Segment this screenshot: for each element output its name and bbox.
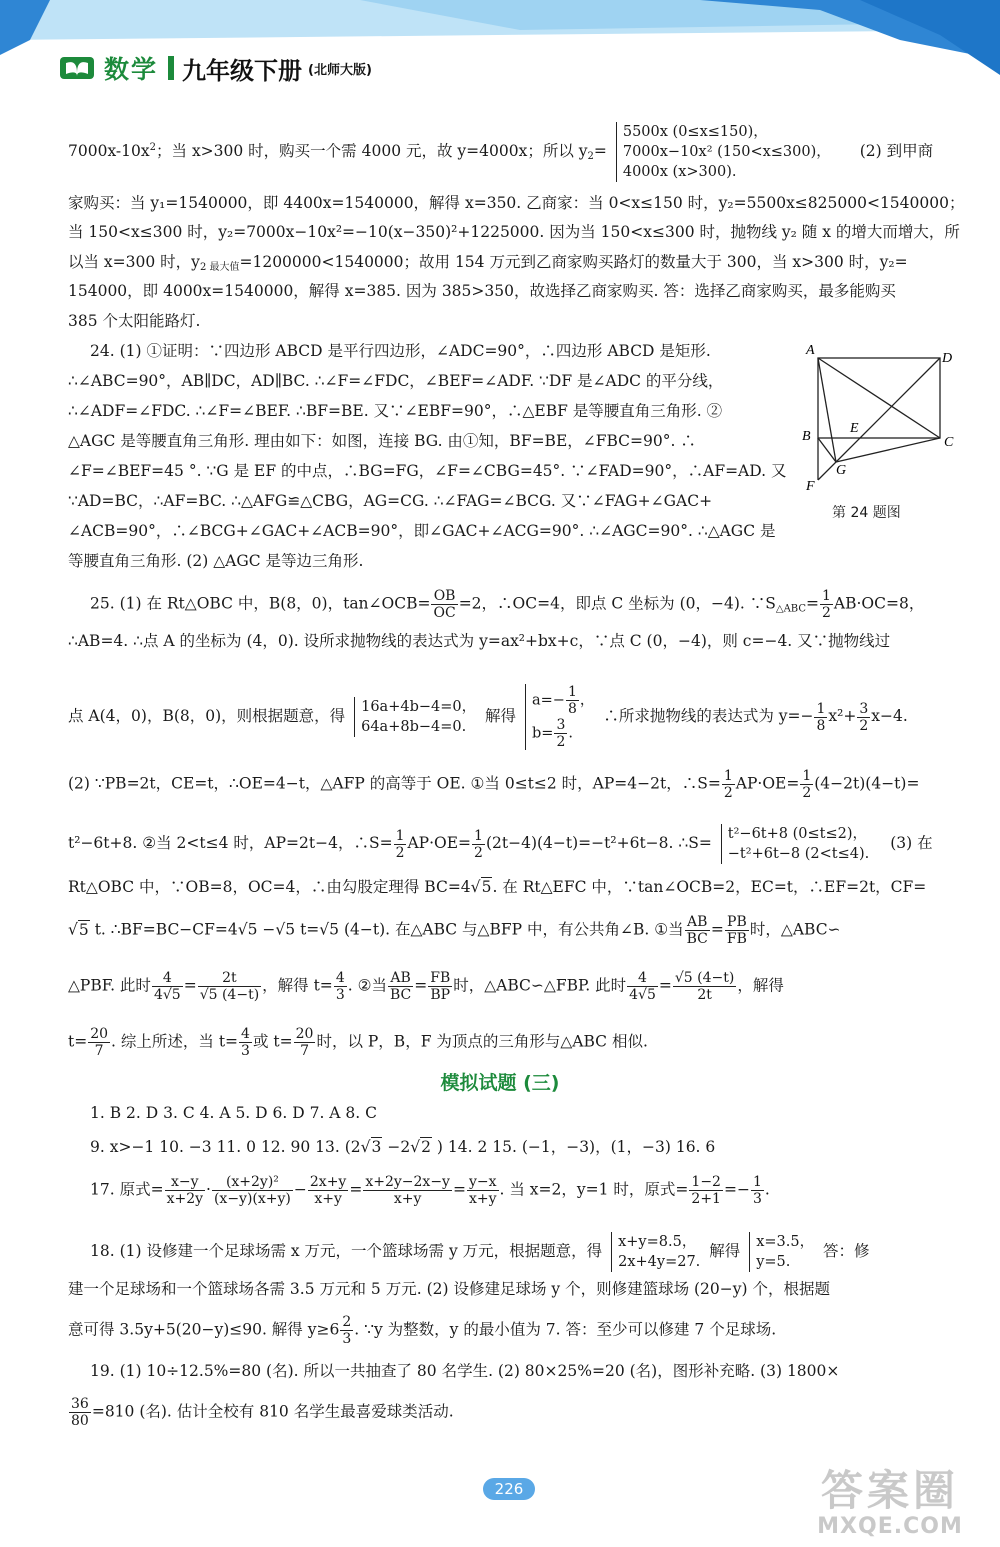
q25-line-7: √5 t. ∴BF=BC−CF=4√5 −√5 t=√5 (4−t). 在△ABC 与△BFP 中，有公共角∠B. ①当 $\frac{AB}{BC}$ = $\frac{PB}{FB}$ 时，△ABC∽ xyxy=(68,914,841,947)
q24-line-3: ∴∠ADF=∠FDC. ∴∠F=∠BEF. ∴BF=BE. 又∵∠EBF=90°，∴△EBF 是等腰直角三角形. ② xyxy=(68,402,723,420)
watermark xyxy=(790,1468,990,1539)
watermark-en: MXQE.COM xyxy=(817,1514,963,1539)
mock3-multiple-choice: 1. B 2. D 3. C 4. A 5. D 6. D 7. A 8. C xyxy=(90,1104,377,1122)
q23-line-6: 385 个太阳能路灯. xyxy=(68,312,201,330)
label-d: D xyxy=(942,351,953,366)
q25-line-2: ∴AB=4. ∴点 A 的坐标为 (4，0). 设所求抛物线的表达式为 y=ax²+bx+c，∵点 C (0，−4)，则 c=−4. 又∵抛物线过 xyxy=(68,632,891,650)
q24-line-6: ∵AD=BC，∴AF=BC. ∴△AFG≌△CBG，AG=CG. ∴∠FAG=∠BCG. 又∵∠FAG+∠GAC+ xyxy=(68,492,713,510)
mock3-q17: 17. 原式= $\frac{x-y}{x+2y}$ · $\frac{\text{(x+2y)²}}{(x-y)(x+y)}$ − $\frac{2x+y}{x+y}$ = $\frac{x+2y-2x-y}{x+y}$ = $\frac{y-x}{x+y}$ . 当 x=2，y=1 时，原式= $\frac{1-2}{2+1}$ =− $\frac{1}{3}$ . xyxy=(90,1174,770,1207)
q24-line-5: ∠F=∠BEF=45 °. ∵G 是 EF 的中点，∴BG=FG，∠F=∠CBG=45°. ∵∠FAD=90°，∴AF=AD. 又 xyxy=(68,462,787,480)
grade-title: 九年级下册 xyxy=(182,56,303,85)
subject-title: 数学 xyxy=(104,55,159,84)
mock3-q18-line-1: 18. (1) 设修建一个足球场需 x 万元，一个篮球场需 y 万元，根据题意，得 x+y=8.5， 2x+4y=27. 解得 x=3.5， y=5. 答：修 xyxy=(90,1234,870,1270)
mock-test-3-heading: 模拟试题 (三) xyxy=(440,1072,560,1094)
q25-line-3: 点 A(4，0)，B(8，0)，则根据题意，得 16a+4b−4=0， 64a+8b−4=0. 解得 a=− $\frac{1}{8}$ ， b= $\frac{3}{2}$ . ∴所求抛物线的表达式为 y=− $\frac{1}{8}$ x²+ $\frac{3}{2}$ x−4. xyxy=(68,684,908,750)
book-logo-icon xyxy=(60,57,94,79)
q23-line-4: 以当 x=300 时，$y_{2 最大值}=1200000<1540000$；故用 154 万元到乙商家购买路灯的数量大于 300，当 x>300 时，y₂= xyxy=(68,253,908,273)
header-divider xyxy=(168,56,174,80)
label-f: F xyxy=(806,479,815,494)
q23-line-5: 154000，即 4000x=1540000，解得 x=385. 因为 385>350，故选择乙商家购买. 答：选择乙商家购买，最多能购买 xyxy=(68,282,896,300)
q24-line-2: ∴∠ABC=90°，AB∥DC，AD∥BC. ∴∠F=∠FDC，∠BEF=∠ADF. ∵DF 是∠ADC 的平分线， xyxy=(68,372,724,390)
mock3-fill-blanks: 9. x>−1 10. −3 11. 0 12. 90 13. (2√3 −2√2 ) 14. 2 15. (−1，−3)，(1，−3) 16. 6 xyxy=(90,1138,716,1156)
q23-line-2: 家购买：当 y₁=1540000，即 4400x=1540000，解得 x=350. 乙商家：当 0<x≤150 时，y₂=5500x≤825000<1540000； xyxy=(68,194,965,212)
mock3-q19-line-2: $\frac{36}{80}$ =810 (名). 估计全校有 810 名学生最喜爱球类活动. xyxy=(71,1396,454,1429)
mock3-q18-line-2: 建一个足球场和一个篮球场各需 3.5 万元和 5 万元. (2) 设修建足球场 y 个，则修建篮球场 (20−y) 个，根据题 xyxy=(68,1280,830,1298)
q24-line-7: ∠ACB=90°，∴∠BCG+∠GAC+∠ACB=90°，即∠GAC+∠ACG=90°. ∴∠AGC=90°. ∴△AGC 是 xyxy=(68,522,776,540)
mock3-q19-line-1: 19. (1) 10÷12.5%=80 (名). 所以一共抽查了 80 名学生. (2) 80×25%=20 (名)，图形补充略. (3) 1800× xyxy=(90,1362,840,1380)
q25-line-5: t²−6t+8. ②当 2<t≤4 时，AP=2t−4，∴S= $\frac{1}{2}$ AP·OE= $\frac{1}{2}$ (2t−4)(4−t)=−t²+6t−8. ∴S= t²−6t+8 (0≤t≤2)， −t²+6t−8 (2<t≤4). (3) 在 xyxy=(68,826,933,862)
edition-label: (北师大版) xyxy=(308,62,372,78)
q25-line-4: (2) ∵PB=2t，CE=t，∴OE=4−t，△AFP 的高等于 OE. ①当 0≤t≤2 时，AP=4−2t，∴S= $\frac{1}{2}$ AP·OE= $\frac{1}{2}$ (4−2t)(4−t)= xyxy=(68,768,920,801)
page-header xyxy=(60,48,372,88)
q25-line-9: t= $\frac{20}{7}$ . 综上所述，当 t= $\frac{4}{3}$ 或 t= $\frac{20}{7}$ 时，以 P，B，F 为顶点的三角形与△ABC 相似. xyxy=(68,1026,648,1059)
watermark-cn: 答案圈 xyxy=(820,1466,959,1515)
q24-line-8: 等腰直角三角形. (2) △AGC 是等边三角形. xyxy=(68,552,364,570)
piecewise-y2: 5500x (0≤x≤150)， 7000x−10x² (150<x≤300)， 4000x (x>300). xyxy=(616,122,831,182)
label-a: A xyxy=(806,343,815,358)
q25-line-1: 25. (1) 在 Rt△OBC 中，B(8，0)，tan∠OCB= $\frac{OB}{OC}$ =2，∴OC=4，即点 C 坐标为 (0，−4). $\because S_{\triangle ABC}=$ $\frac{1}{2}$ AB·OC=8， xyxy=(90,588,925,621)
q25-line-8: △PBF. 此时 $\frac{4}{4√5}$ = $\frac{2t}{√5 (4-t)}$ ，解得 t= $\frac{4}{3}$ . ②当 $\frac{AB}{BC}$ = $\frac{FB}{BP}$ 时，△ABC∽△FBP. 此时 $\frac{4}{4√5}$ = $\frac{√5 (4-t)}{2t}$ ，解得 xyxy=(68,970,784,1003)
label-e: E xyxy=(850,421,859,436)
q24-line-1: 24. (1) ①证明：∵四边形 ABCD 是平行四边形，∠ADC=90°，∴四边形 ABCD 是矩形. xyxy=(90,342,711,360)
label-b: B xyxy=(802,429,811,444)
q23-line-1: $7000x-10x^2$；当 x>300 时，购买一个需 4000 元，故 y=4000x；所以 $y_2=$ 5500x (0≤x≤150)， 7000x−10x² (150<x≤300)， 4000x (x>300). (2) 到甲商 xyxy=(68,124,934,180)
q24-figure-caption: 第 24 题图 xyxy=(832,505,901,521)
label-c: C xyxy=(944,435,954,450)
mock3-q18-line-3: 意可得 3.5y+5(20−y)≤90. 解得 y≥6 $\frac{2}{3}$ . ∵y 为整数，y 的最小值为 7. 答：至少可以修建 7 个足球场. xyxy=(68,1314,777,1347)
q23-line-3: 当 150<x≤300 时，y₂=7000x−10x²=−10(x−350)²+1225000. 因为当 150<x≤300 时，抛物线 y₂ 随 x 的增大而增大，所 xyxy=(68,223,960,241)
q25-line-6: Rt△OBC 中，∵OB=8，OC=4，∴由勾股定理得 BC=4√5. 在 Rt△EFC 中，∵tan∠OCB=2，EC=t，∴EF=2t，CF= xyxy=(68,878,927,896)
label-g: G xyxy=(836,463,847,478)
page-number: 226 xyxy=(483,1478,535,1500)
q24-line-4: △AGC 是等腰直角三角形. 理由如下：如图，连接 BG. 由①知，BF=BE，∠FBC=90°. ∴ xyxy=(68,432,696,450)
